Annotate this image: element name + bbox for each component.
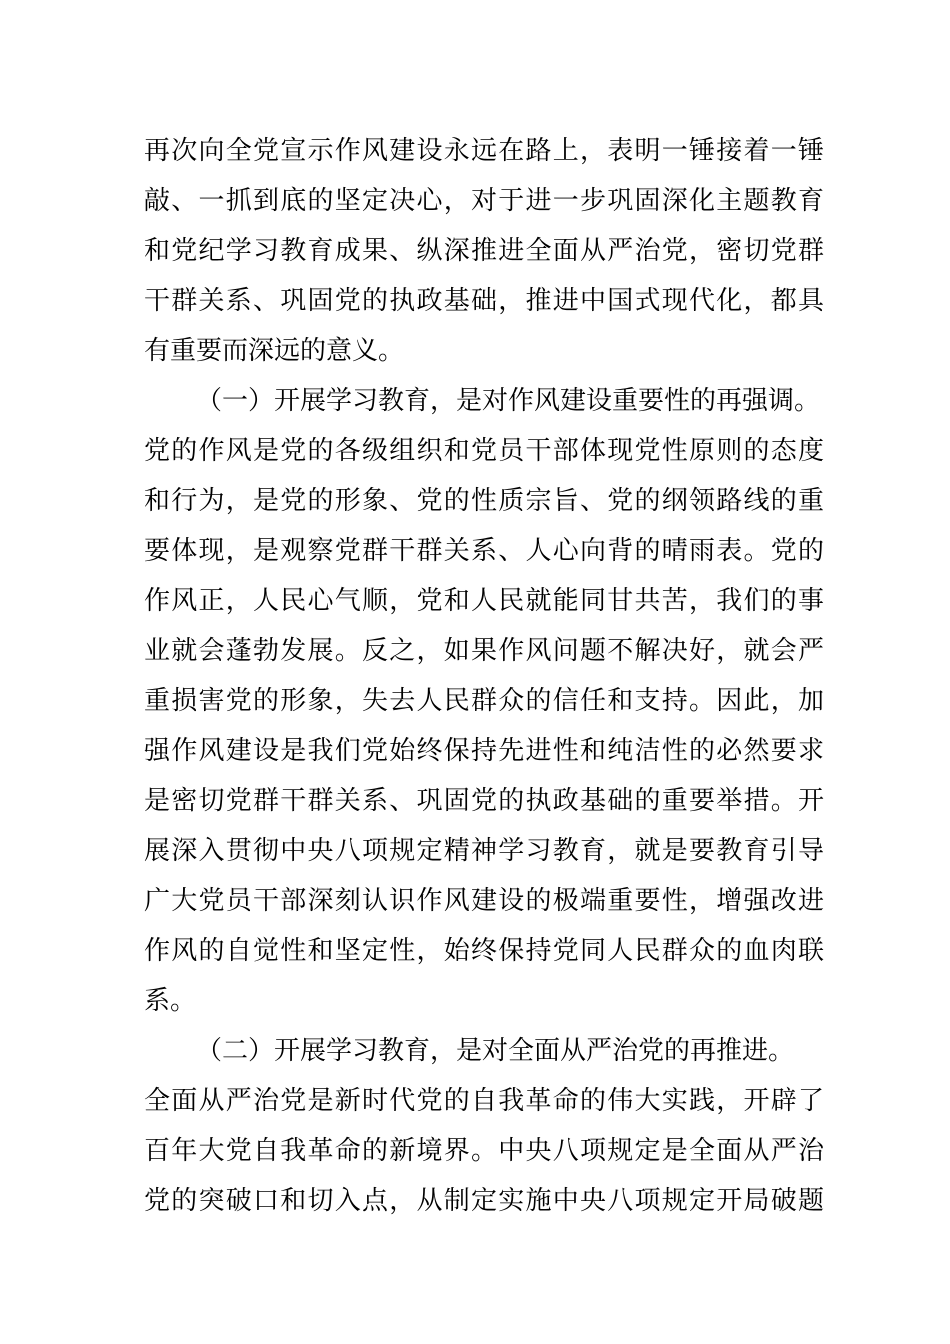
text-line: 重损害党的形象，失去人民群众的信任和支持。因此，加: [144, 686, 824, 716]
text-line: 系。: [144, 986, 197, 1016]
text-line: 作风正，人民心气顺，党和人民就能同甘共苦，我们的事: [144, 586, 824, 616]
text-line: 再次向全党宣示作风建设永远在路上，表明一锤接着一锤: [144, 136, 824, 166]
text-line: 要体现，是观察党群干群关系、人心向背的晴雨表。党的: [144, 536, 824, 566]
text-line: 党的作风是党的各级组织和党员干部体现党性原则的态度: [144, 436, 824, 466]
text-line: 党的突破口和切入点，从制定实施中央八项规定开局破题: [144, 1186, 824, 1216]
text-line: 强作风建设是我们党始终保持先进性和纯洁性的必然要求: [144, 736, 824, 766]
text-line: 有重要而深远的意义。: [144, 336, 405, 366]
text-line: 干群关系、巩固党的执政基础，推进中国式现代化，都具: [144, 286, 824, 316]
text-line: 和党纪学习教育成果、纵深推进全面从严治党，密切党群: [144, 236, 824, 266]
text-line: 是密切党群干群关系、巩固党的执政基础的重要举措。开: [144, 786, 824, 816]
section-heading-1: （一）开展学习教育，是对作风建设重要性的再强调。: [196, 386, 821, 416]
text-line: 敲、一抓到底的坚定决心，对于进一步巩固深化主题教育: [144, 186, 824, 216]
text-line: 和行为，是党的形象、党的性质宗旨、党的纲领路线的重: [144, 486, 824, 516]
text-line: 百年大党自我革命的新境界。中央八项规定是全面从严治: [144, 1136, 824, 1166]
section-heading-2: （二）开展学习教育，是对全面从严治党的再推进。: [196, 1036, 795, 1066]
text-line: 业就会蓬勃发展。反之，如果作风问题不解决好，就会严: [144, 636, 824, 666]
text-line: 广大党员干部深刻认识作风建设的极端重要性，增强改进: [144, 886, 824, 916]
body-text: [144, 126, 824, 1226]
text-line: 全面从严治党是新时代党的自我革命的伟大实践，开辟了: [144, 1086, 824, 1116]
text-line: 展深入贯彻中央八项规定精神学习教育，就是要教育引导: [144, 836, 824, 866]
text-line: 作风的自觉性和坚定性，始终保持党同人民群众的血肉联: [144, 936, 824, 966]
